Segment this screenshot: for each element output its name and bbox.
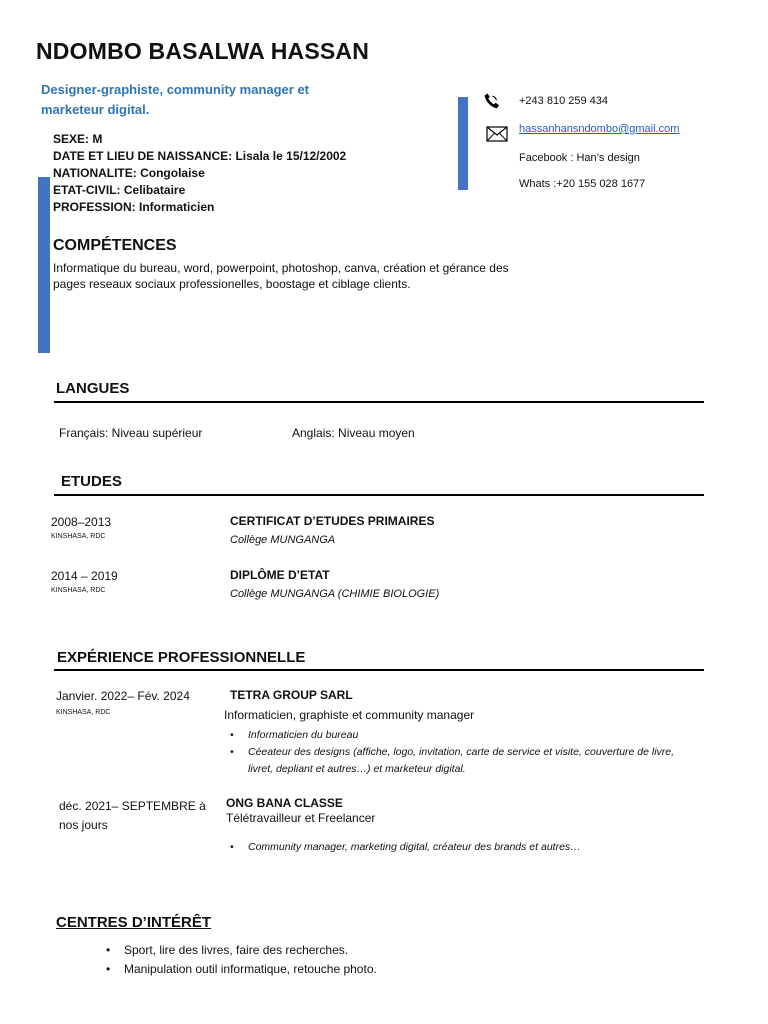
exp-1-bullets: [228, 727, 688, 778]
edu-2-school: Collège MUNGANGA (CHIMIE BIOLOGIE): [230, 588, 440, 600]
exp-2-role: Télétravailleur et Freelancer: [226, 811, 376, 825]
info-birth: DATE ET LIEU DE NAISSANCE: Lisala le 15/12/2002: [53, 149, 347, 163]
interests-list: [104, 941, 504, 979]
accent-bar-right: [458, 97, 468, 190]
job-subtitle: Designer-graphiste, community manager et marketeur digital.: [41, 82, 310, 117]
facebook-handle: Facebook : Han’s design: [519, 152, 640, 164]
edu-2-dates: 2014 – 2019: [51, 569, 118, 583]
exp-1-company: TETRA GROUP SARL: [230, 688, 353, 702]
exp-1-dates: Janvier. 2022– Fév. 2024: [56, 689, 190, 703]
edu-1-dates: 2008–2013: [51, 515, 112, 529]
edu-1-location: KINSHASA, RDC: [51, 533, 106, 540]
phone-icon: [483, 92, 501, 110]
exp-1-location: KINSHASA, RDC: [56, 709, 111, 716]
edu-1-degree: CERTIFICAT D’ETUDES PRIMAIRES: [230, 514, 435, 528]
info-sexe: SEXE: M: [53, 132, 103, 146]
envelope-icon: [486, 126, 508, 142]
exp-2-bullets: [228, 839, 688, 856]
info-civil-status: ETAT-CIVIL: Celibataire: [53, 183, 186, 197]
exp-1-role: Informaticien, graphiste et community manager: [224, 708, 475, 722]
education-rule: [54, 494, 704, 496]
list-item: • Community manager, marketing digital, créateur des brands et autres…: [228, 839, 688, 856]
whatsapp-number: Whats :+20 155 028 1677: [519, 178, 646, 190]
list-item: • Céeateur des designs (affiche, logo, invitation, carte de service et visite, couverture de livre, livret, depliant et autres…) et marketeur digital.: [228, 744, 688, 778]
edu-2-degree: DIPLÔME D’ETAT: [230, 568, 330, 582]
skills-title: COMPÉTENCES: [53, 237, 177, 254]
education-title: ETUDES: [61, 473, 122, 490]
interests-title: CENTRES D’INTÉRÊT: [56, 914, 212, 931]
phone-number: +243 810 259 434: [519, 95, 609, 107]
list-item: • Sport, lire des livres, faire des recherches.: [104, 941, 504, 960]
accent-bar-left: [38, 177, 50, 353]
email-link[interactable]: hassanhansndombo@gmail.com: [519, 123, 680, 135]
experience-title: EXPÉRIENCE PROFESSIONNELLE: [57, 649, 306, 666]
info-nationality: NATIONALITE: Congolaise: [53, 166, 205, 180]
list-item: • Informaticien du bureau: [228, 727, 688, 744]
list-item: • Manipulation outil informatique, retouche photo.: [104, 960, 504, 979]
language-english: Anglais: Niveau moyen: [292, 426, 415, 440]
languages-rule: [54, 401, 704, 403]
edu-2-location: KINSHASA, RDC: [51, 587, 106, 594]
experience-rule: [54, 669, 704, 671]
exp-2-company: ONG BANA CLASSE: [226, 796, 343, 810]
candidate-name: NDOMBO BASALWA HASSAN: [36, 38, 370, 64]
info-profession: PROFESSION: Informaticien: [53, 200, 215, 214]
skills-text: Informatique du bureau, word, powerpoint, photoshop, canva, création et gérance des pages reseaux sociaux professionelles, boostage et ciblage clients.: [53, 261, 509, 291]
language-french: Français: Niveau supérieur: [59, 426, 203, 440]
languages-title: LANGUES: [56, 380, 130, 397]
exp-2-dates: déc. 2021– SEPTEMBRE à nos jours: [59, 799, 206, 832]
personal-info: [53, 131, 346, 216]
edu-1-school: Collège MUNGANGA: [230, 534, 336, 546]
